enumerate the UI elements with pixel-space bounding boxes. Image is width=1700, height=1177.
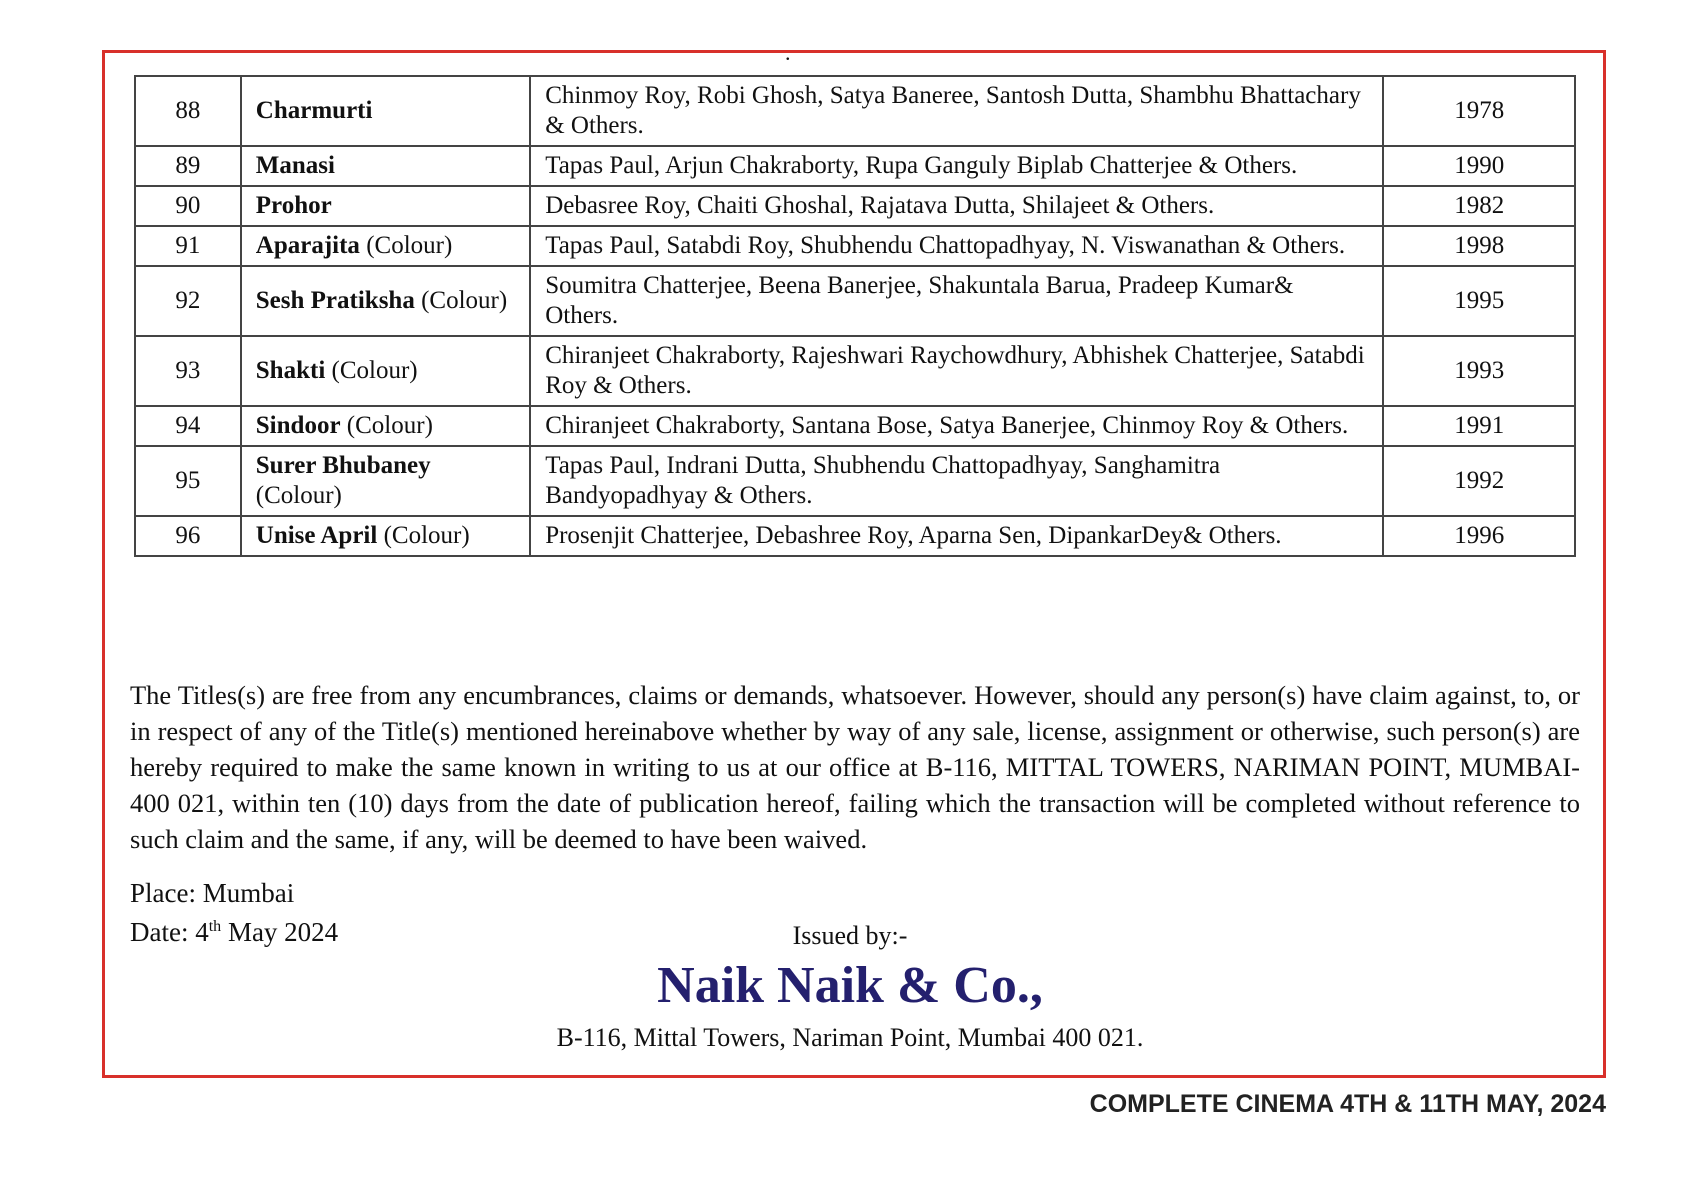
year-cell: 1993 [1383, 336, 1575, 406]
film-title: Shakti [255, 357, 326, 384]
issued-by-text: Issued by:- [792, 921, 908, 950]
place-line: Place: Mumbai [130, 878, 295, 908]
firm-name: Naik Naik & Co., [657, 957, 1043, 1014]
table-row [135, 76, 1575, 146]
cast-cell: Chinmoy Roy, Robi Ghosh, Satya Baneree, Santosh Dutta, Shambhu Bhattachary & Others. [530, 76, 1383, 146]
issued-by-label [0, 921, 1700, 951]
film-title-cell [241, 226, 530, 266]
year-cell: 1992 [1383, 446, 1575, 516]
date-suffix: May 2024 [221, 917, 339, 947]
film-title-cell [241, 336, 530, 406]
film-colour-note: (Colour) [421, 287, 508, 314]
firm-address: B-116, Mittal Towers, Nariman Point, Mumbai 400 021. [556, 1023, 1144, 1052]
stray-dot: . [785, 40, 791, 65]
film-title: Charmurti [255, 97, 373, 124]
film-title: Prohor [255, 192, 332, 219]
year-cell: 1998 [1383, 226, 1575, 266]
cast-cell: Chiranjeet Chakraborty, Rajeshwari Raychowdhury, Abhishek Chatterjee, Satabdi Roy & Others. [530, 336, 1383, 406]
serial-number: 90 [135, 186, 241, 226]
film-title-cell [241, 516, 530, 556]
film-title-cell [241, 446, 530, 516]
film-title-cell [241, 76, 530, 146]
year-cell: 1996 [1383, 516, 1575, 556]
year-cell: 1982 [1383, 186, 1575, 226]
cast-cell: Tapas Paul, Indrani Dutta, Shubhendu Chattopadhyay, Sanghamitra Bandyopadhyay & Others. [530, 446, 1383, 516]
table-row [135, 406, 1575, 446]
cast-cell: Prosenjit Chatterjee, Debashree Roy, Aparna Sen, DipankarDey& Others. [530, 516, 1383, 556]
cast-cell: Chiranjeet Chakraborty, Santana Bose, Satya Banerjee, Chinmoy Roy & Others. [530, 406, 1383, 446]
serial-number: 91 [135, 226, 241, 266]
film-title-cell [241, 266, 530, 336]
film-colour-note: (Colour) [331, 357, 418, 384]
year-cell: 1991 [1383, 406, 1575, 446]
serial-number: 95 [135, 446, 241, 516]
cast-cell: Debasree Roy, Chaiti Ghoshal, Rajatava Dutta, Shilajeet & Others. [530, 186, 1383, 226]
film-colour-note: (Colour) [383, 522, 470, 549]
serial-number: 89 [135, 146, 241, 186]
year-cell: 1990 [1383, 146, 1575, 186]
film-title: Aparajita [255, 232, 360, 259]
film-colour-note: (Colour) [346, 412, 433, 439]
film-title: Surer Bhubaney [255, 452, 431, 479]
table-row [135, 266, 1575, 336]
film-title-cell [241, 146, 530, 186]
film-titles-table [134, 75, 1576, 557]
serial-number: 96 [135, 516, 241, 556]
film-colour-note: (Colour) [366, 232, 453, 259]
film-title: Unise April [255, 522, 378, 549]
date-ordinal: th [208, 918, 222, 935]
table-row [135, 516, 1575, 556]
film-title: Sindoor [255, 412, 341, 439]
year-cell: 1978 [1383, 76, 1575, 146]
cast-cell: Soumitra Chatterjee, Beena Banerjee, Shakuntala Barua, Pradeep Kumar& Others. [530, 266, 1383, 336]
table-row [135, 226, 1575, 266]
film-titles-body [135, 76, 1575, 556]
film-title-cell [241, 406, 530, 446]
cast-cell: Tapas Paul, Arjun Chakraborty, Rupa Ganguly Biplab Chatterjee & Others. [530, 146, 1383, 186]
serial-number: 92 [135, 266, 241, 336]
film-title: Manasi [255, 152, 335, 179]
claims-notice: The Titles(s) are free from any encumbrances, claims or demands, whatsoever. However, should any person(s) have claim against, to, or in respect of any of the Title(s) mentioned hereinabove whether by way of any sale, license, assignment or otherwise, such person(s) are hereby required to make the same known in writing to us at our office at B-116, MITTAL TOWERS, NARIMAN POINT, MUMBAI- 400 021, within ten (10) days from the date of publication hereof, failing which the transaction will be completed without reference to such claim and the same, if any, will be deemed to have been waived. [130, 680, 1580, 854]
publication-footer: COMPLETE CINEMA 4TH & 11TH MAY, 2024 [1089, 1090, 1606, 1118]
year-cell: 1995 [1383, 266, 1575, 336]
table-row [135, 336, 1575, 406]
serial-number: 88 [135, 76, 241, 146]
table-row [135, 186, 1575, 226]
cast-cell: Tapas Paul, Satabdi Roy, Shubhendu Chattopadhyay, N. Viswanathan & Others. [530, 226, 1383, 266]
date-prefix: Date: 4 [130, 917, 209, 947]
serial-number: 94 [135, 406, 241, 446]
table-row [135, 446, 1575, 516]
film-title: Sesh Pratiksha [255, 287, 415, 314]
film-title-cell [241, 186, 530, 226]
serial-number: 93 [135, 336, 241, 406]
table-row [135, 146, 1575, 186]
film-colour-note: (Colour) [255, 482, 342, 509]
